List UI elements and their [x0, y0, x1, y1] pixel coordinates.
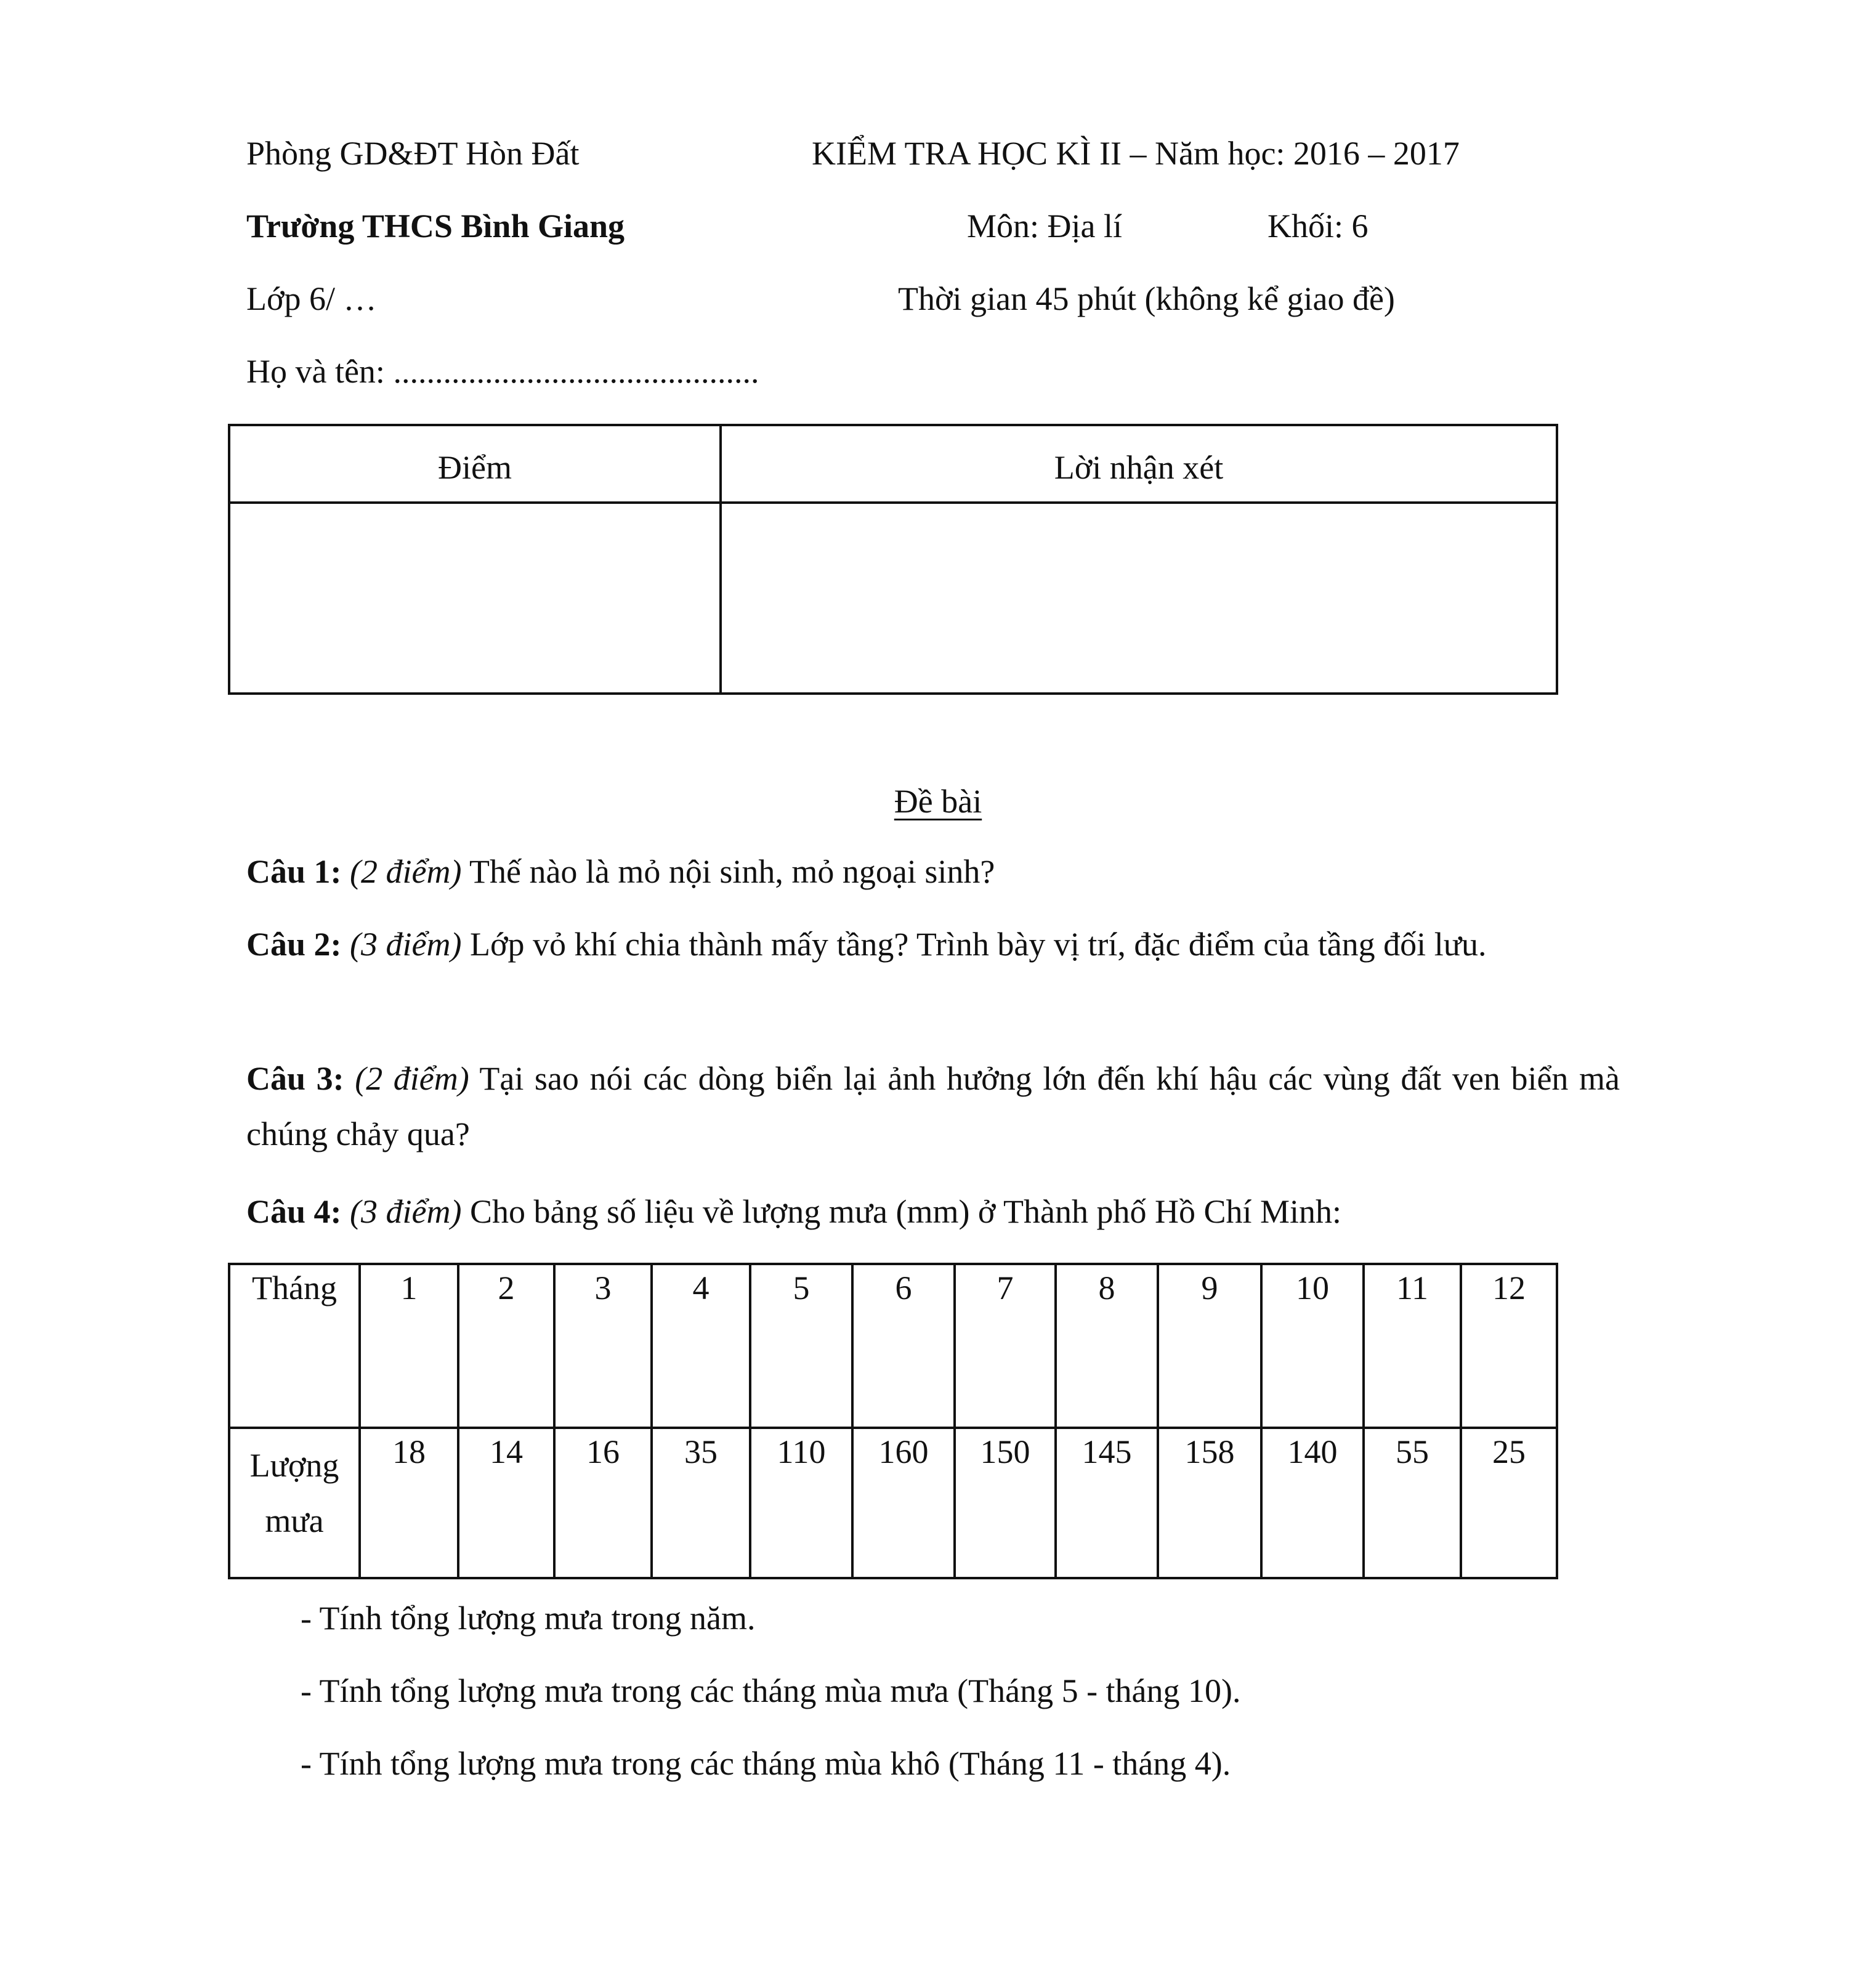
- rainfall-cell: 25: [1461, 1428, 1557, 1578]
- subject-label: Môn: Địa lí: [967, 208, 1122, 245]
- question-label: Câu 3:: [246, 1060, 344, 1097]
- question-text: Tại sao nói các dòng biển lại ảnh hưởng lớn đến khí hậu các vùng đất ven biển mà chúng chảy qua?: [246, 1060, 1620, 1152]
- month-cell: 8: [1056, 1264, 1158, 1428]
- department-name: Phòng GD&ĐT Hòn Đất: [246, 135, 580, 172]
- question-points: (2 điểm): [355, 1060, 469, 1097]
- question-text: Lớp vỏ khí chia thành mấy tầng? Trình bày vị trí, đặc điểm của tầng đối lưu.: [469, 926, 1487, 963]
- month-cell: 10: [1261, 1264, 1364, 1428]
- task-item: - Tính tổng lượng mưa trong các tháng mùa mưa (Tháng 5 - tháng 10).: [301, 1672, 1241, 1709]
- grade-label: Khối: 6: [1268, 208, 1369, 245]
- month-row: [229, 1264, 1557, 1428]
- rainfall-cell: 110: [750, 1428, 852, 1578]
- rainfall-cell: 160: [852, 1428, 955, 1578]
- rainfall-cell: 35: [652, 1428, 750, 1578]
- section-title: Đề bài: [894, 783, 982, 820]
- comment-header: Lời nhận xét: [721, 425, 1557, 503]
- rainfall-row: [229, 1428, 1557, 1578]
- question-points: (2 điểm): [350, 853, 462, 890]
- class-label: Lớp 6/ …: [246, 280, 377, 317]
- score-table: [228, 424, 1558, 695]
- question-text: Cho bảng số liệu về lượng mưa (mm) ở Thành phố Hồ Chí Minh:: [469, 1193, 1342, 1230]
- rainfall-row-label: Lượng mưa: [229, 1428, 360, 1578]
- rainfall-cell: 150: [955, 1428, 1056, 1578]
- rainfall-cell: 14: [458, 1428, 554, 1578]
- month-cell: 7: [955, 1264, 1056, 1428]
- rainfall-cell: 140: [1261, 1428, 1364, 1578]
- exam-title: KIỂM TRA HỌC KÌ II – Năm học: 2016 – 2017: [812, 135, 1460, 172]
- comment-cell: [721, 503, 1557, 694]
- rainfall-cell: 145: [1056, 1428, 1158, 1578]
- month-cell: 4: [652, 1264, 750, 1428]
- score-header: Điểm: [229, 425, 721, 503]
- month-cell: 3: [554, 1264, 652, 1428]
- month-row-label: Tháng: [229, 1264, 360, 1428]
- month-cell: 2: [458, 1264, 554, 1428]
- question-label: Câu 1:: [246, 853, 342, 890]
- rainfall-cell: 18: [360, 1428, 458, 1578]
- month-cell: 12: [1461, 1264, 1557, 1428]
- month-cell: 5: [750, 1264, 852, 1428]
- month-cell: 1: [360, 1264, 458, 1428]
- time-note: Thời gian 45 phút (không kể giao đề): [898, 280, 1395, 317]
- question-points: (3 điểm): [350, 926, 462, 963]
- month-cell: 11: [1364, 1264, 1461, 1428]
- task-item: - Tính tổng lượng mưa trong các tháng mùa khô (Tháng 11 - tháng 4).: [301, 1745, 1231, 1782]
- rainfall-table: [228, 1263, 1558, 1579]
- question-2: [246, 917, 1620, 972]
- question-1: [246, 844, 1620, 899]
- student-name-line: Họ và tên: ............................................: [246, 353, 759, 390]
- question-4: [246, 1184, 1620, 1239]
- score-cell: [229, 503, 721, 694]
- rainfall-cell: 16: [554, 1428, 652, 1578]
- month-cell: 9: [1158, 1264, 1261, 1428]
- question-3: [246, 1051, 1620, 1162]
- question-points: (3 điểm): [350, 1193, 462, 1230]
- month-cell: 6: [852, 1264, 955, 1428]
- school-name: Trường THCS Bình Giang: [246, 208, 625, 245]
- question-text: Thế nào là mỏ nội sinh, mỏ ngoại sinh?: [469, 853, 995, 890]
- question-label: Câu 2:: [246, 926, 342, 963]
- rainfall-cell: 55: [1364, 1428, 1461, 1578]
- rainfall-cell: 158: [1158, 1428, 1261, 1578]
- question-label: Câu 4:: [246, 1193, 342, 1230]
- task-item: - Tính tổng lượng mưa trong năm.: [301, 1600, 756, 1637]
